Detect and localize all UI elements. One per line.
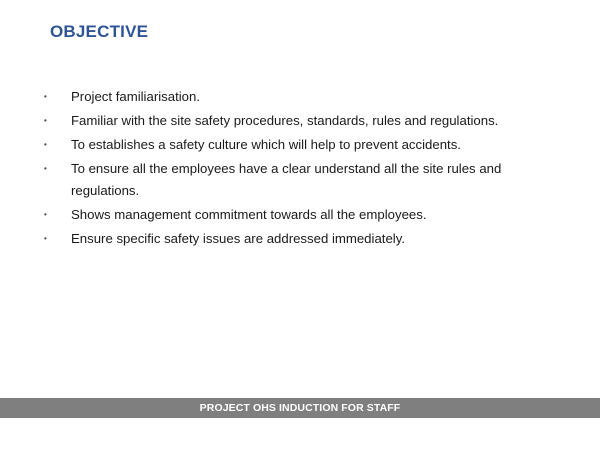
bullet-item (44, 134, 544, 156)
bullet-item (44, 86, 544, 108)
bullet-icon: • (44, 92, 47, 101)
objective-bullet-list (44, 86, 544, 252)
bullet-item (44, 158, 544, 202)
bullet-text: To ensure all the employees have a clear understand all the site rules and regulations. (71, 161, 502, 198)
bullet-text: Ensure specific safety issues are addressed immediately. (71, 231, 405, 246)
slide-title: OBJECTIVE (50, 22, 149, 41)
footer-title: PROJECT OHS INDUCTION FOR STAFF (199, 402, 401, 414)
bullet-item (44, 228, 544, 250)
bullet-icon: • (44, 116, 47, 125)
bullet-icon: • (44, 140, 47, 149)
footer-bar (0, 398, 600, 418)
bullet-icon: • (44, 164, 47, 173)
bullet-text: Project familiarisation. (71, 89, 200, 104)
bullet-item (44, 204, 544, 226)
bullet-icon: • (44, 210, 47, 219)
bullet-text: To establishes a safety culture which will help to prevent accidents. (71, 137, 461, 152)
bullet-text: Shows management commitment towards all the employees. (71, 207, 427, 222)
bullet-item (44, 110, 544, 132)
bullet-icon: • (44, 234, 47, 243)
bullet-text: Familiar with the site safety procedures, standards, rules and regulations. (71, 113, 499, 128)
